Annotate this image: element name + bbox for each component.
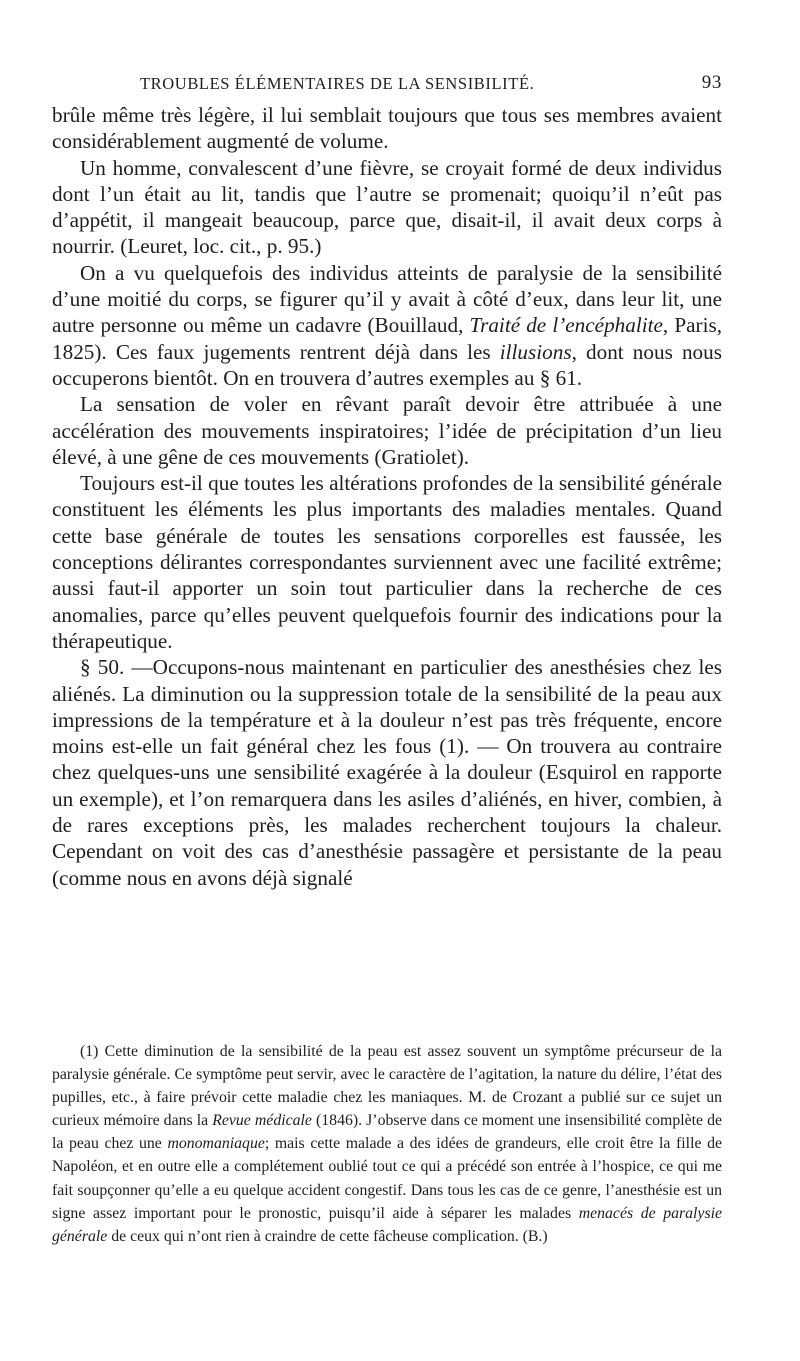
cited-title: Traité de l’encéphalite	[469, 313, 663, 338]
footnote-text-d: de ceux qui n’ont rien à craindre de cette fâcheuse complication. (B.)	[111, 1227, 548, 1245]
paragraph-1: brûle même très légère, il lui semblait toujours que tous ses membres avaient considérablement augmenté de volume.	[52, 103, 722, 154]
menaces-term: menacés de paralysie générale	[52, 1204, 722, 1245]
paragraph-3-text-c: , dont nous nous occuperons bientôt. On en trouvera d’autres exemples au § 61.	[52, 339, 722, 390]
page-number: 93	[701, 72, 722, 93]
paragraph-4: La sensation de voler en rêvant paraît devoir être attribuée à une accélération des mouvements inspiratoires; l’idée de précipitation d’un lieu élevé, à une gêne de ces mouvements (Gratiolet).	[52, 392, 722, 469]
footnotes	[52, 1040, 722, 1248]
illusions-term: illusions	[499, 339, 572, 364]
paragraph-2: Un homme, convalescent d’une fièvre, se croyait formé de deux individus dont l’un était au lit, tandis que l’autre se promenait; quoiqu’il n’eût pas d’appétit, il mangeait beaucoup, parce que, disait-il, il avait deux corps à nourrir. (Leuret, loc. cit., p. 95.)	[52, 155, 722, 259]
main-text	[52, 102, 722, 891]
page-header	[118, 72, 722, 100]
paragraph-6: § 50. —Occupons-nous maintenant en particulier des anesthésies chez les aliénés. La diminution ou la suppression totale de la sensibilité de la peau aux impressions de la température et à la douleur n’est pas très fréquente, encore moins est-elle un fait général chez les fous (1). — On trouvera au contraire chez quelques-uns une sensibilité exagérée à la douleur (Esquirol en rapporte un exemple), et l’on remarquera dans les asiles d’aliénés, en hiver, combien, à de rares exceptions près, les malades recherchent toujours la chaleur. Cependant on voit des cas d’anesthésie passagère et persistante de la peau (comme nous en avons déjà signalé	[52, 655, 722, 890]
paragraph-3-text-a: On a vu quelquefois des individus atteints de paralysie de la sensibilité d’une moitié du corps, se figurer qu’il y avait à côté d’eux, dans leur lit, une autre personne ou même un cadavre (Bouillaud,	[52, 260, 722, 338]
running-title: TROUBLES ÉLÉMENTAIRES DE LA SENSIBILITÉ.	[140, 74, 535, 93]
paragraph-5: Toujours est-il que toutes les altérations profondes de la sensibilité générale constituent les éléments les plus importants des maladies mentales. Quand cette base générale de toutes les sensations corporelles est faussée, les conceptions délirantes correspondantes surviennent avec une facilité extrême; aussi faut-il apporter un soin tout particulier dans la recherche de ces anomalies, parce qu’elles peuvent quelquefois fournir des indications pour la thérapeutique.	[52, 471, 722, 653]
monomaniaque-term: monomaniaque	[167, 1135, 265, 1153]
paragraph-3-text-b: , Paris, 1825). Ces faux jugements rentrent déjà dans les	[52, 313, 722, 364]
footnote-text-b: (1846). J’observe dans ce moment une insensibilité complète de la peau chez une	[52, 1112, 723, 1153]
footnote-1	[52, 1040, 722, 1248]
footnote-text-c: ; mais cette malade a des idées de grandeurs, elle croit être la fille de Napoléon, et en outre elle a complétement oublié tout ce qui a précédé son entrée à l’hospice, ce qui me fait soupçonner qu’elle a eu quelque accident congestif. Dans tous les cas de ce genre, l’anesthésie est un signe assez important pour le pronostic, puisqu’il aide à séparer les malades	[52, 1135, 723, 1222]
footnote-text-a: (1) Cette diminution de la sensibilité de la peau est assez souvent un symptôme précurseur de la paralysie générale. Ce symptôme peut servir, avec le caractère de l’agitation, la nature du délire, l’état des pupilles, etc., à faire prévoir cette maladie chez les maniaques. M. de Crozant a publié sur ce sujet un curieux mémoire dans la	[52, 1043, 722, 1130]
paragraph-3	[52, 260, 722, 391]
journal-title: Revue médicale	[212, 1112, 312, 1130]
